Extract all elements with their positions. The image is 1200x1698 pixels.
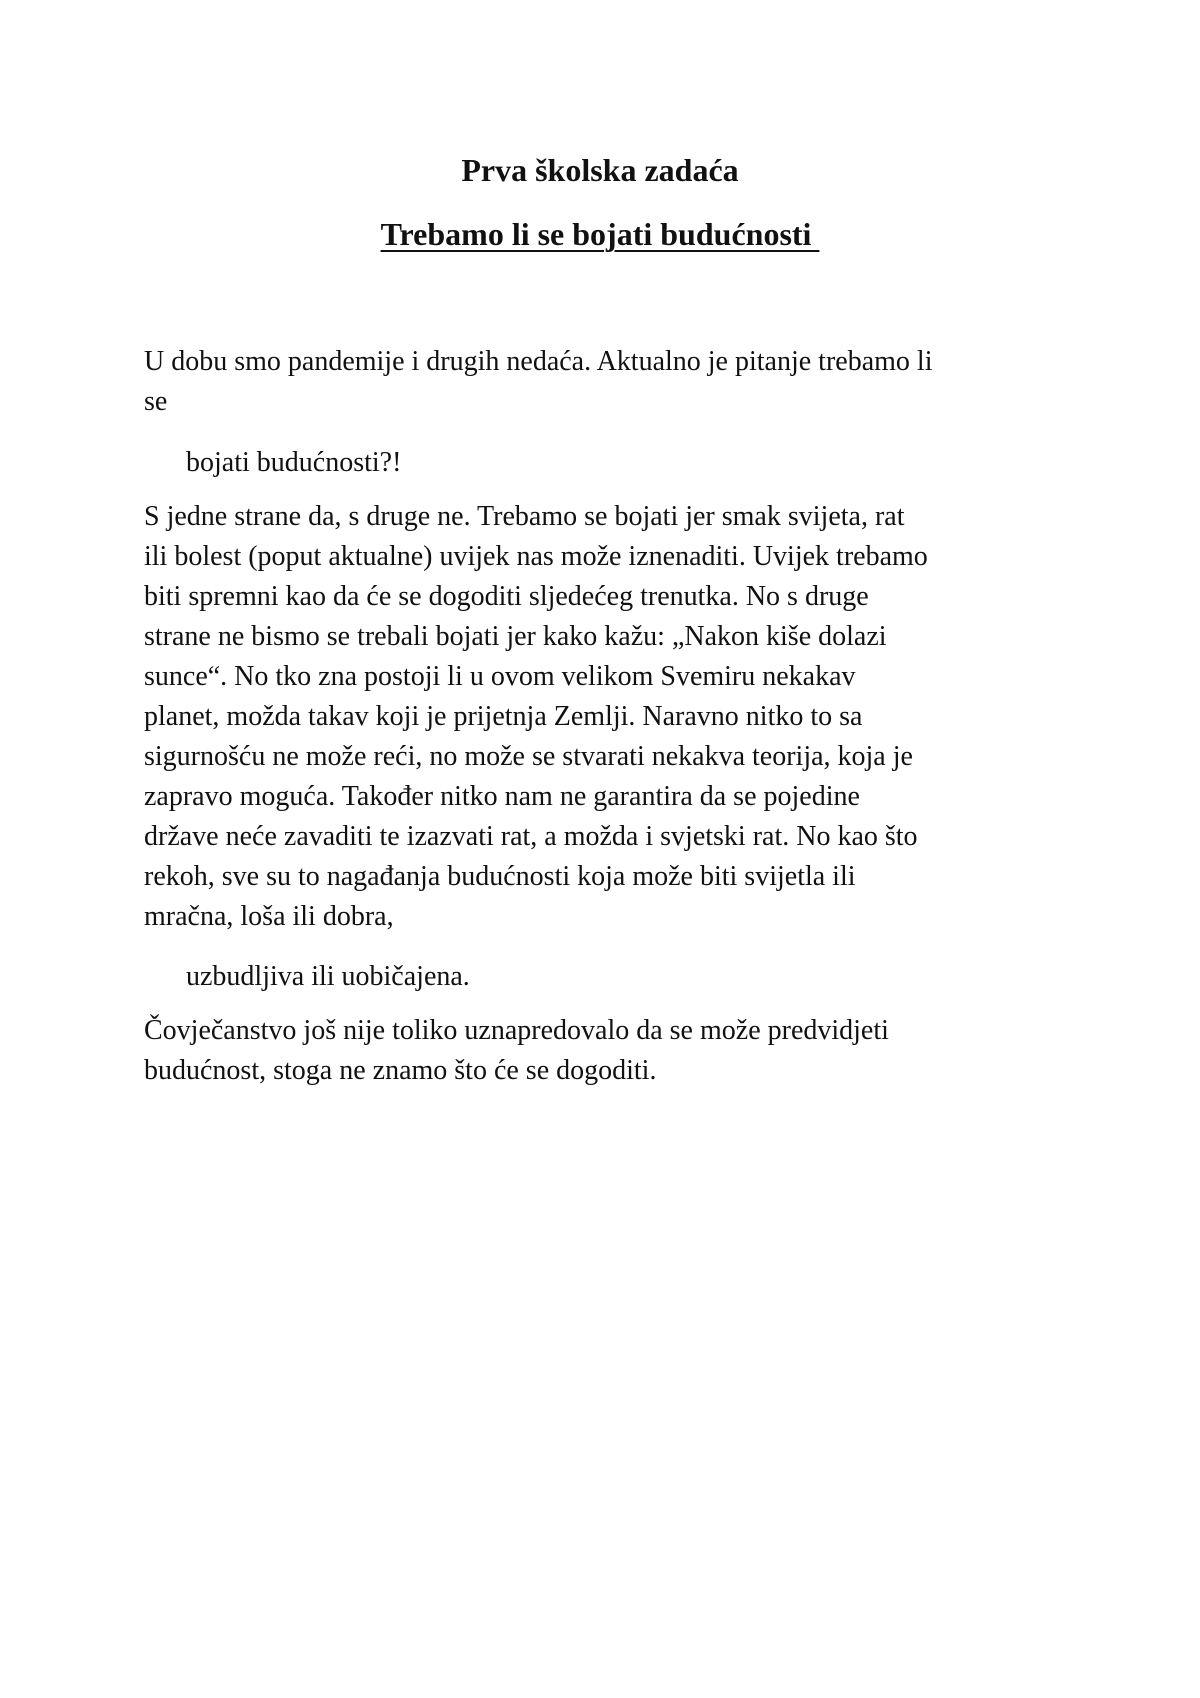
paragraph-2-line-3: biti spremni kao da će se dogoditi sljedećeg trenutka. No s druge bbox=[144, 581, 869, 612]
paragraph-2-line-8: zapravo moguća. Također nitko nam ne garantira da se pojedine bbox=[144, 781, 860, 812]
paragraph-3-line-2: budućnost, stoga ne znamo što će se dogoditi. bbox=[144, 1055, 657, 1086]
paragraph-2-line-1: S jedne strane da, s druge ne. Trebamo se bojati jer smak svijeta, rat bbox=[144, 501, 905, 532]
paragraph-2-line-6: planet, možda takav koji je prijetnja Zemlji. Naravno nitko to sa bbox=[144, 701, 863, 732]
paragraph-2-continuation: uzbudljiva ili uobičajena. bbox=[186, 961, 470, 992]
paragraph-1-continuation: bojati budućnosti?! bbox=[186, 447, 402, 478]
paragraph-1-line-2: se bbox=[144, 386, 168, 417]
paragraph-2-line-4: strane ne bismo se trebali bojati jer kako kažu: „Nakon kiše dolazi bbox=[144, 621, 887, 652]
paragraph-2-line-7: sigurnošću ne može reći, no može se stvarati nekakva teorija, koja je bbox=[144, 741, 913, 772]
paragraph-2-line-9: države neće zavaditi te izazvati rat, a možda i svjetski rat. No kao što bbox=[144, 821, 918, 852]
paragraph-2-line-11: mračna, loša ili dobra, bbox=[144, 901, 394, 932]
document-subtitle: Trebamo li se bojati budućnosti bbox=[380, 216, 820, 252]
paragraph-2-line-10: rekoh, sve su to nagađanja budućnosti koja može biti svijetla ili bbox=[144, 861, 856, 892]
paragraph-3-line-1: Čovječanstvo još nije toliko uznapredovalo da se može predvidjeti bbox=[144, 1015, 889, 1046]
paragraph-2-line-5: sunce“. No tko zna postoji li u ovom velikom Svemiru nekakav bbox=[144, 661, 856, 692]
paragraph-2-line-2: ili bolest (poput aktualne) uvijek nas može iznenaditi. Uvijek trebamo bbox=[144, 541, 928, 572]
paragraph-1-line-1: U dobu smo pandemije i drugih nedaća. Aktualno je pitanje trebamo li bbox=[144, 346, 933, 377]
document-title: Prva školska zadaća bbox=[461, 152, 739, 188]
